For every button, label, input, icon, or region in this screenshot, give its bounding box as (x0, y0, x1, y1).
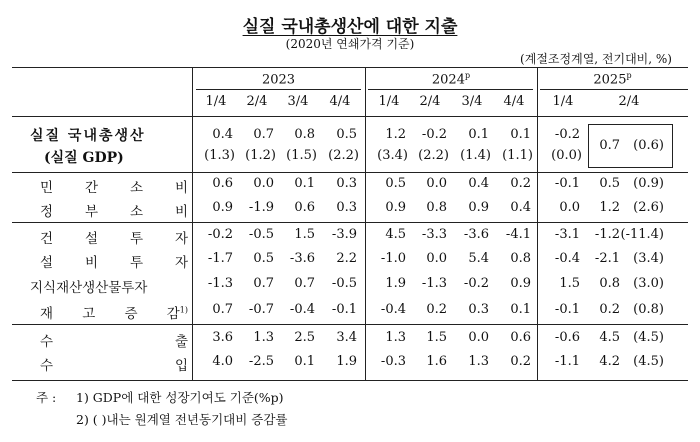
table-cell: 0.2 (426, 302, 447, 317)
table-cell: -4.1 (505, 227, 531, 242)
year-underline-2024 (368, 89, 533, 90)
unit-note: (계절조정계열, 전기대비, %) (520, 52, 672, 66)
year-header-2024: 2024$^p$ (431, 71, 471, 88)
table-cell: 3.4 (336, 330, 357, 345)
table-title: 실질 국내총생산에 대한 지출 (242, 17, 458, 37)
row-rule-2 (12, 222, 688, 223)
table-cell: 0.1 (294, 176, 315, 191)
table-cell: -0.1 (331, 302, 357, 317)
year-underline-2025 (540, 89, 688, 90)
latest-value: 0.5 (599, 176, 620, 191)
table-cell: -0.6 (554, 330, 580, 345)
gdp-yoy: (2.2) (418, 148, 449, 163)
row-label: 민 간 소 비 (40, 180, 188, 196)
quarter-header: 2/4 (246, 94, 268, 109)
header-rule (12, 116, 688, 117)
quarter-header: 4/4 (503, 94, 525, 109)
row-label: 건 설 투 자 (40, 231, 188, 247)
gdp-latest-value: 0.7 (599, 138, 620, 153)
gdp-value: 0.1 (468, 127, 489, 142)
table-cell: 0.8 (426, 200, 447, 215)
table-cell: -1.3 (207, 276, 233, 291)
latest-yoy: (2.6) (633, 200, 664, 215)
row-label: 재 고 증 감$^{1)}$ (40, 305, 188, 322)
quarter-header: 4/4 (329, 94, 351, 109)
table-cell: -3.1 (554, 227, 580, 242)
table-subtitle: (2020년 연쇄가격 기준) (285, 37, 415, 51)
table-cell: 0.0 (426, 176, 447, 191)
table-cell: 1.3 (253, 330, 274, 345)
gdp-yoy: (1.5) (286, 148, 317, 163)
latest-yoy: (3.4) (633, 251, 664, 266)
latest-yoy: (3.0) (633, 276, 664, 291)
table-cell: 0.5 (385, 176, 406, 191)
table-cell: -1.9 (248, 200, 274, 215)
latest-value: 4.2 (599, 354, 620, 369)
table-cell: 0.3 (336, 176, 357, 191)
latest-yoy: (4.5) (633, 354, 664, 369)
table-cell: 2.5 (294, 330, 315, 345)
table-cell: 0.6 (212, 176, 233, 191)
table-cell: 0.8 (510, 251, 531, 266)
gdp-yoy: (2.2) (328, 148, 359, 163)
table-cell: -3.6 (289, 251, 315, 266)
table-cell: -1.1 (554, 354, 580, 369)
quarter-header: 1/4 (552, 94, 574, 109)
quarter-header: 1/4 (205, 94, 227, 109)
quarter-header: 3/4 (287, 94, 309, 109)
gdp-label-sub: (실질 GDP) (44, 150, 124, 166)
table-cell: -0.2 (207, 227, 233, 242)
table-cell: 1.5 (294, 227, 315, 242)
table-cell: 0.4 (510, 200, 531, 215)
latest-value: 0.8 (599, 276, 620, 291)
table-cell: -0.2 (463, 276, 489, 291)
table-cell: -0.4 (289, 302, 315, 317)
table-cell: -0.1 (554, 302, 580, 317)
table-cell: -0.3 (380, 354, 406, 369)
row-rule-3 (12, 324, 688, 325)
table-cell: 1.5 (559, 276, 580, 291)
row-label: 설 비 투 자 (40, 255, 188, 271)
gdp-yoy: (1.3) (204, 148, 235, 163)
latest-yoy: (0.9) (633, 176, 664, 191)
quarter-header: 3/4 (461, 94, 483, 109)
note-1: 1) GDP에 대한 성장기여도 기준(%p) (76, 390, 284, 405)
gdp-value: 0.1 (510, 127, 531, 142)
table-cell: -3.3 (421, 227, 447, 242)
table-cell: 0.9 (468, 200, 489, 215)
gdp-value: 0.5 (336, 127, 357, 142)
top-rule (12, 67, 688, 68)
bottom-rule (12, 380, 688, 381)
table-cell: 1.3 (385, 330, 406, 345)
table-cell: 0.0 (468, 330, 489, 345)
table-cell: -1.7 (207, 251, 233, 266)
table-cell: 0.6 (294, 200, 315, 215)
gdp-value: 0.4 (212, 127, 233, 142)
gdp-value: 1.2 (385, 127, 406, 142)
table-cell: 4.5 (385, 227, 406, 242)
table-cell: -0.4 (380, 302, 406, 317)
table-cell: -0.7 (248, 302, 274, 317)
gdp-yoy: (1.1) (502, 148, 533, 163)
latest-value: -1.2 (594, 227, 620, 242)
row-label: 정 부 소 비 (40, 204, 188, 220)
table-cell: 0.1 (294, 354, 315, 369)
table-cell: -1.0 (380, 251, 406, 266)
table-cell: 0.3 (336, 200, 357, 215)
gdp-value: 0.7 (253, 127, 274, 142)
table-cell: 0.5 (253, 251, 274, 266)
table-cell: -0.1 (554, 176, 580, 191)
table-cell: 1.9 (385, 276, 406, 291)
latest-value: 1.2 (599, 200, 620, 215)
table-cell: 0.9 (510, 276, 531, 291)
latest-yoy: (0.8) (633, 302, 664, 317)
gdp-yoy: (0.0) (551, 148, 582, 163)
gdp-yoy: (3.4) (377, 148, 408, 163)
gdp-value: -0.2 (554, 127, 580, 142)
gdp-value: -0.2 (421, 127, 447, 142)
table-cell: -0.4 (554, 251, 580, 266)
table-cell: -3.6 (463, 227, 489, 242)
row-rule-1 (12, 172, 688, 173)
table-cell: -0.5 (248, 227, 274, 242)
table-cell: 0.7 (294, 276, 315, 291)
table-cell: 2.2 (336, 251, 357, 266)
quarter-header: 2/4 (419, 94, 441, 109)
table-cell: 0.0 (559, 200, 580, 215)
latest-value: 4.5 (599, 330, 620, 345)
latest-yoy: (4.5) (633, 330, 664, 345)
table-cell: 0.2 (510, 176, 531, 191)
gdp-value: 0.8 (294, 127, 315, 142)
note-2: 2) ( )내는 원계열 전년동기대비 증감률 (76, 412, 288, 427)
table-cell: 0.4 (468, 176, 489, 191)
quarter-header: 1/4 (378, 94, 400, 109)
latest-value: 0.2 (599, 302, 620, 317)
table-cell: 0.9 (212, 200, 233, 215)
gdp-yoy: (1.2) (245, 148, 276, 163)
quarter-header: 2/4 (618, 94, 640, 109)
table-cell: 0.0 (426, 251, 447, 266)
year-header-2025: 2025$^p$ (593, 71, 632, 88)
table-cell: 0.7 (212, 302, 233, 317)
row-label: 수 출 (40, 334, 188, 350)
table-cell: 3.6 (212, 330, 233, 345)
table-cell: 0.7 (253, 276, 274, 291)
gdp-yoy: (1.4) (460, 148, 491, 163)
table-cell: 1.6 (426, 354, 447, 369)
table-cell: 1.9 (336, 354, 357, 369)
year-header-2023: 2023 (261, 72, 296, 88)
table-cell: 5.4 (468, 251, 489, 266)
table-cell: -3.9 (331, 227, 357, 242)
latest-yoy: (-11.4) (620, 227, 664, 242)
gdp-label: 실질 국내총생산 (30, 128, 146, 144)
table-cell: -1.3 (421, 276, 447, 291)
notes-prefix: 주 : (36, 390, 57, 405)
table-cell: 0.2 (510, 354, 531, 369)
table-cell: 4.0 (212, 354, 233, 369)
table-cell: 0.0 (253, 176, 274, 191)
row-label: 지식재산생산물투자 (30, 280, 148, 296)
table-cell: 0.1 (510, 302, 531, 317)
gdp-latest-yoy: (0.6) (633, 138, 664, 153)
row-label: 수 입 (40, 358, 188, 374)
table-cell: 1.5 (426, 330, 447, 345)
table-cell: 1.3 (468, 354, 489, 369)
latest-value: -2.1 (594, 251, 620, 266)
table-cell: -0.5 (331, 276, 357, 291)
table-cell: 0.3 (468, 302, 489, 317)
year-underline-2023 (196, 89, 361, 90)
table-cell: 0.9 (385, 200, 406, 215)
table-cell: 0.6 (510, 330, 531, 345)
table-cell: -2.5 (248, 354, 274, 369)
